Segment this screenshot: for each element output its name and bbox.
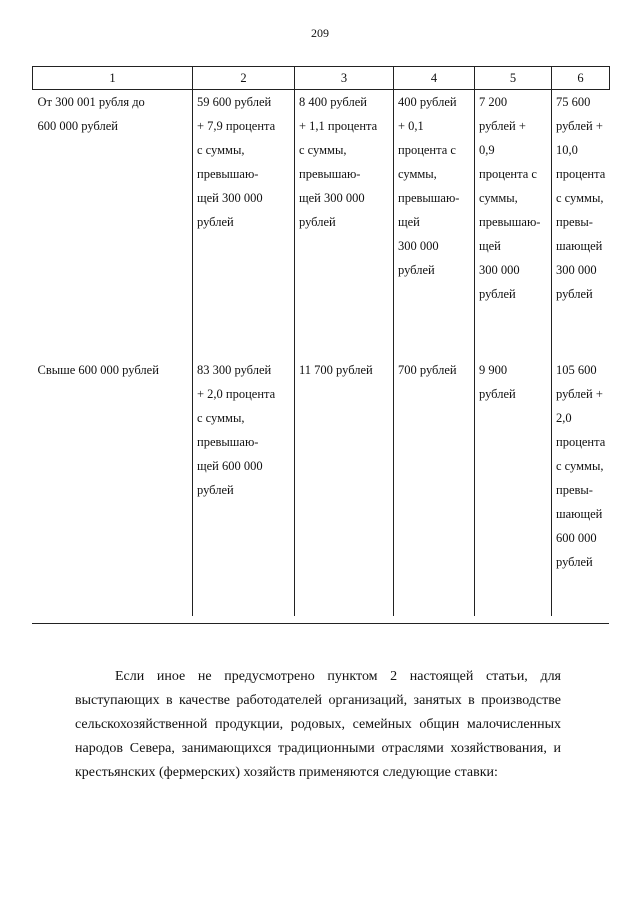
rates-table xyxy=(32,66,610,616)
cell-text: Свыше 600 000 рублей xyxy=(37,363,159,377)
cell-text: 75 600 рублей + 10,0 процента с суммы, превы- шающей 300 000 рублей xyxy=(556,95,606,301)
table-header-row xyxy=(33,67,610,90)
table-cell xyxy=(295,90,394,359)
cell-text: 8 400 рублей + 1,1 процента с суммы, превышаю- щей 300 000 рублей xyxy=(299,95,378,229)
table-cell xyxy=(193,90,295,359)
column-header: 6 xyxy=(552,67,610,90)
cell-text: 700 рублей xyxy=(398,363,457,377)
table-cell xyxy=(394,90,475,359)
cell-text: 105 600 рублей + 2,0 процента с суммы, превы- шающей 600 000 рублей xyxy=(556,363,606,569)
column-header: 2 xyxy=(193,67,295,90)
section-divider xyxy=(32,623,609,624)
table-cell xyxy=(193,358,295,616)
table-cell xyxy=(33,90,193,359)
cell-text: 11 700 рублей xyxy=(299,363,373,377)
column-header: 4 xyxy=(394,67,475,90)
table-row xyxy=(33,90,610,359)
column-header: 3 xyxy=(295,67,394,90)
cell-text: 400 рублей + 0,1 процента с суммы, превышаю- щей 300 000 рублей xyxy=(398,95,460,277)
page-number: 209 xyxy=(311,26,329,40)
table-cell xyxy=(394,358,475,616)
cell-text: 7 200 рублей + 0,9 процента с суммы, превышаю- щей 300 000 рублей xyxy=(479,95,541,301)
cell-text: 83 300 рублей + 2,0 процента с суммы, превышаю- щей 600 000 рублей xyxy=(197,363,276,497)
cell-text: 9 900 рублей xyxy=(479,363,516,401)
body-paragraph: Если иное не предусмотрено пунктом 2 настоящей статьи, для выступающих в качестве работодателей организаций, занятых в производстве сельскохозяйственной продукции, родовых, семейных общин малочисленных народов Севера, занимающихся традиционными отраслями хозяйствования, и крестьянских (фермерских) хозяйств применяются следующие ставки: xyxy=(75,669,561,780)
column-header: 5 xyxy=(475,67,552,90)
cell-text: От 300 001 рубля до 600 000 рублей xyxy=(37,95,145,133)
column-header: 1 xyxy=(33,67,193,90)
table-cell xyxy=(552,358,610,616)
table-cell xyxy=(295,358,394,616)
table-cell xyxy=(475,358,552,616)
table-cell xyxy=(33,358,193,616)
table-cell xyxy=(475,90,552,359)
table-row xyxy=(33,358,610,616)
cell-text: 59 600 рублей + 7,9 процента с суммы, превышаю- щей 300 000 рублей xyxy=(197,95,276,229)
table-cell xyxy=(552,90,610,359)
